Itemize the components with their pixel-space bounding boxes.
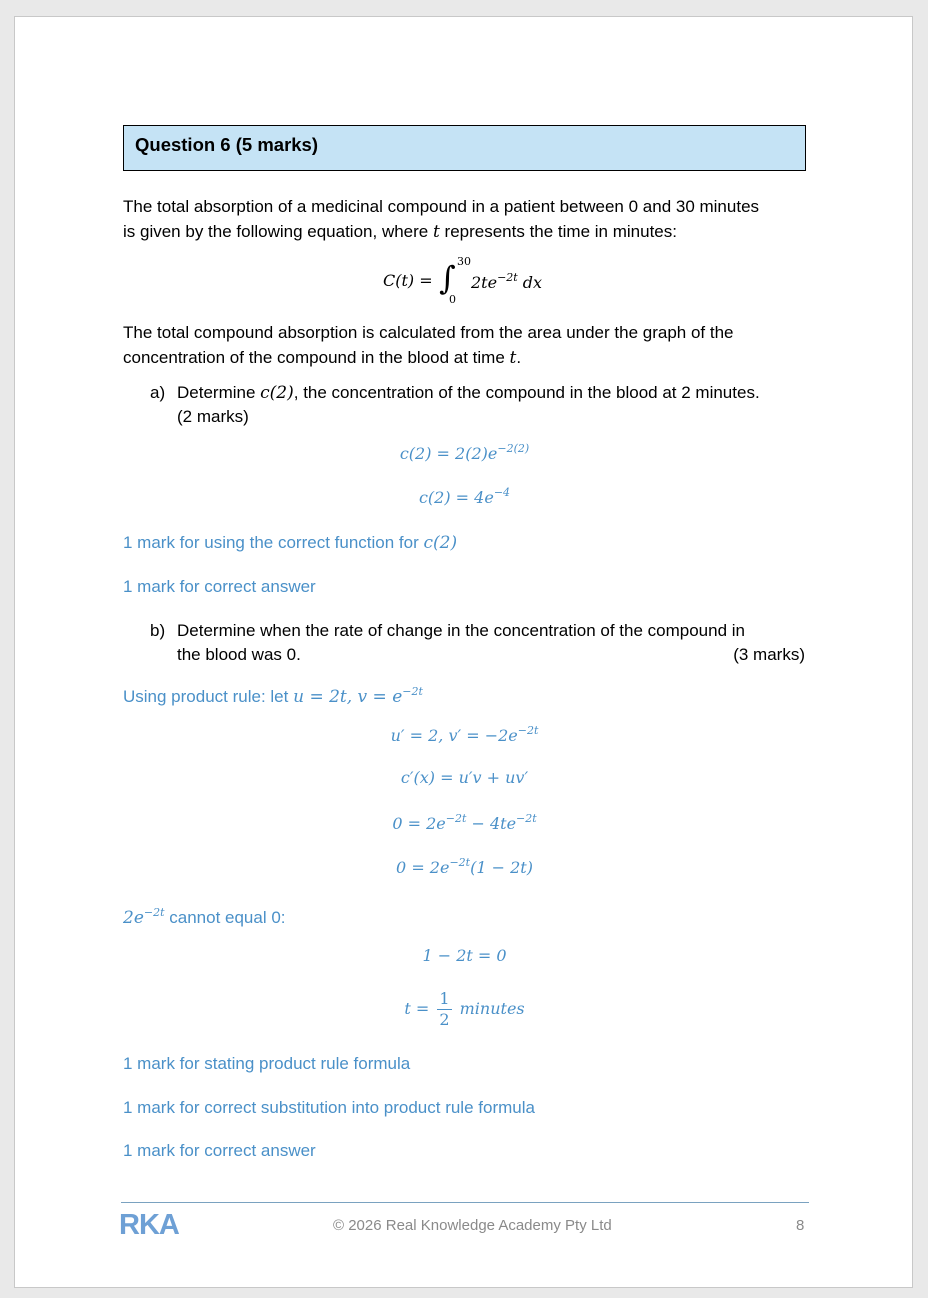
question-header [123, 125, 806, 171]
question-title: Question 6 (5 marks) [135, 134, 319, 155]
product-rule-intro: Using product rule: let u = 2t, $v = e^{-2t}$ [123, 685, 423, 707]
part-a-question: a) Determine c(2), the concentration of the compound in the blood at 2 minutes. (2 marks) [150, 383, 760, 426]
integral-sign: ∫ [439, 259, 456, 297]
part-a-equation-1: $c(2) = 2(2)e^{-2(2)}$ [399, 442, 530, 463]
intro-line-1: The total absorption of a medicinal compound in a patient between 0 and 30 minutes [123, 197, 760, 216]
part-b-equation-1: u′ = 2, $v' = -2e^{-2t}$ [390, 724, 539, 745]
part-b-mark-2: 1 mark for correct substitution into product rule formula [123, 1098, 535, 1117]
nonzero-note: $2e^{-2t}$ cannot equal 0: [123, 906, 286, 928]
footer-divider [121, 1202, 809, 1203]
part-b-mark-3: 1 mark for correct answer [123, 1141, 316, 1160]
part-a-mark-1: 1 mark for using the correct function for c(2) [123, 533, 458, 553]
integral-equation: C(t) = ∫ 30 0 $2te^{-2t}$ dx [383, 255, 543, 306]
part-b-equation-4: $0 = 2e^{-2t}(1 - 2t)$ [396, 856, 533, 877]
part-b-question: b) Determine when the rate of change in the concentration of the compound in the blood was 0. (3 marks) [150, 619, 805, 667]
part-a-equation-2: $c(2) = 4e^{-4}$ [418, 486, 511, 507]
part-a-label: a) [150, 383, 166, 402]
part-b-equation-2: c′(x) = u′v + uv′ [400, 768, 529, 787]
part-b-marks: (3 marks) [733, 645, 805, 664]
copyright-text: © 2026 Real Knowledge Academy Pty Ltd [333, 1217, 612, 1234]
part-b-mark-1: 1 mark for stating product rule formula [123, 1054, 411, 1073]
part-b-equation-6: t = $\frac{1}{2}$ minutes [404, 989, 525, 1029]
part-b-label: b) [150, 621, 166, 640]
document-page [14, 16, 913, 1288]
part-a-mark-2: 1 mark for correct answer [123, 577, 316, 596]
page-number: 8 [796, 1217, 805, 1234]
intro-line-2: is given by the following equation, where t represents the time in minutes: [123, 222, 677, 242]
rka-logo: RKA [119, 1209, 179, 1241]
part-b-equation-3: $0 = 2e^{-2t} - 4te^{-2t}$ [392, 812, 537, 833]
intro-paragraph [123, 194, 813, 245]
context-paragraph: The total compound absorption is calculated from the area under the graph of the concentration of the compound in the blood at time t. [123, 323, 734, 368]
part-b-equation-5: 1 − 2t = 0 [422, 946, 507, 965]
fraction: $\frac{1}{2}$ [439, 989, 450, 1029]
